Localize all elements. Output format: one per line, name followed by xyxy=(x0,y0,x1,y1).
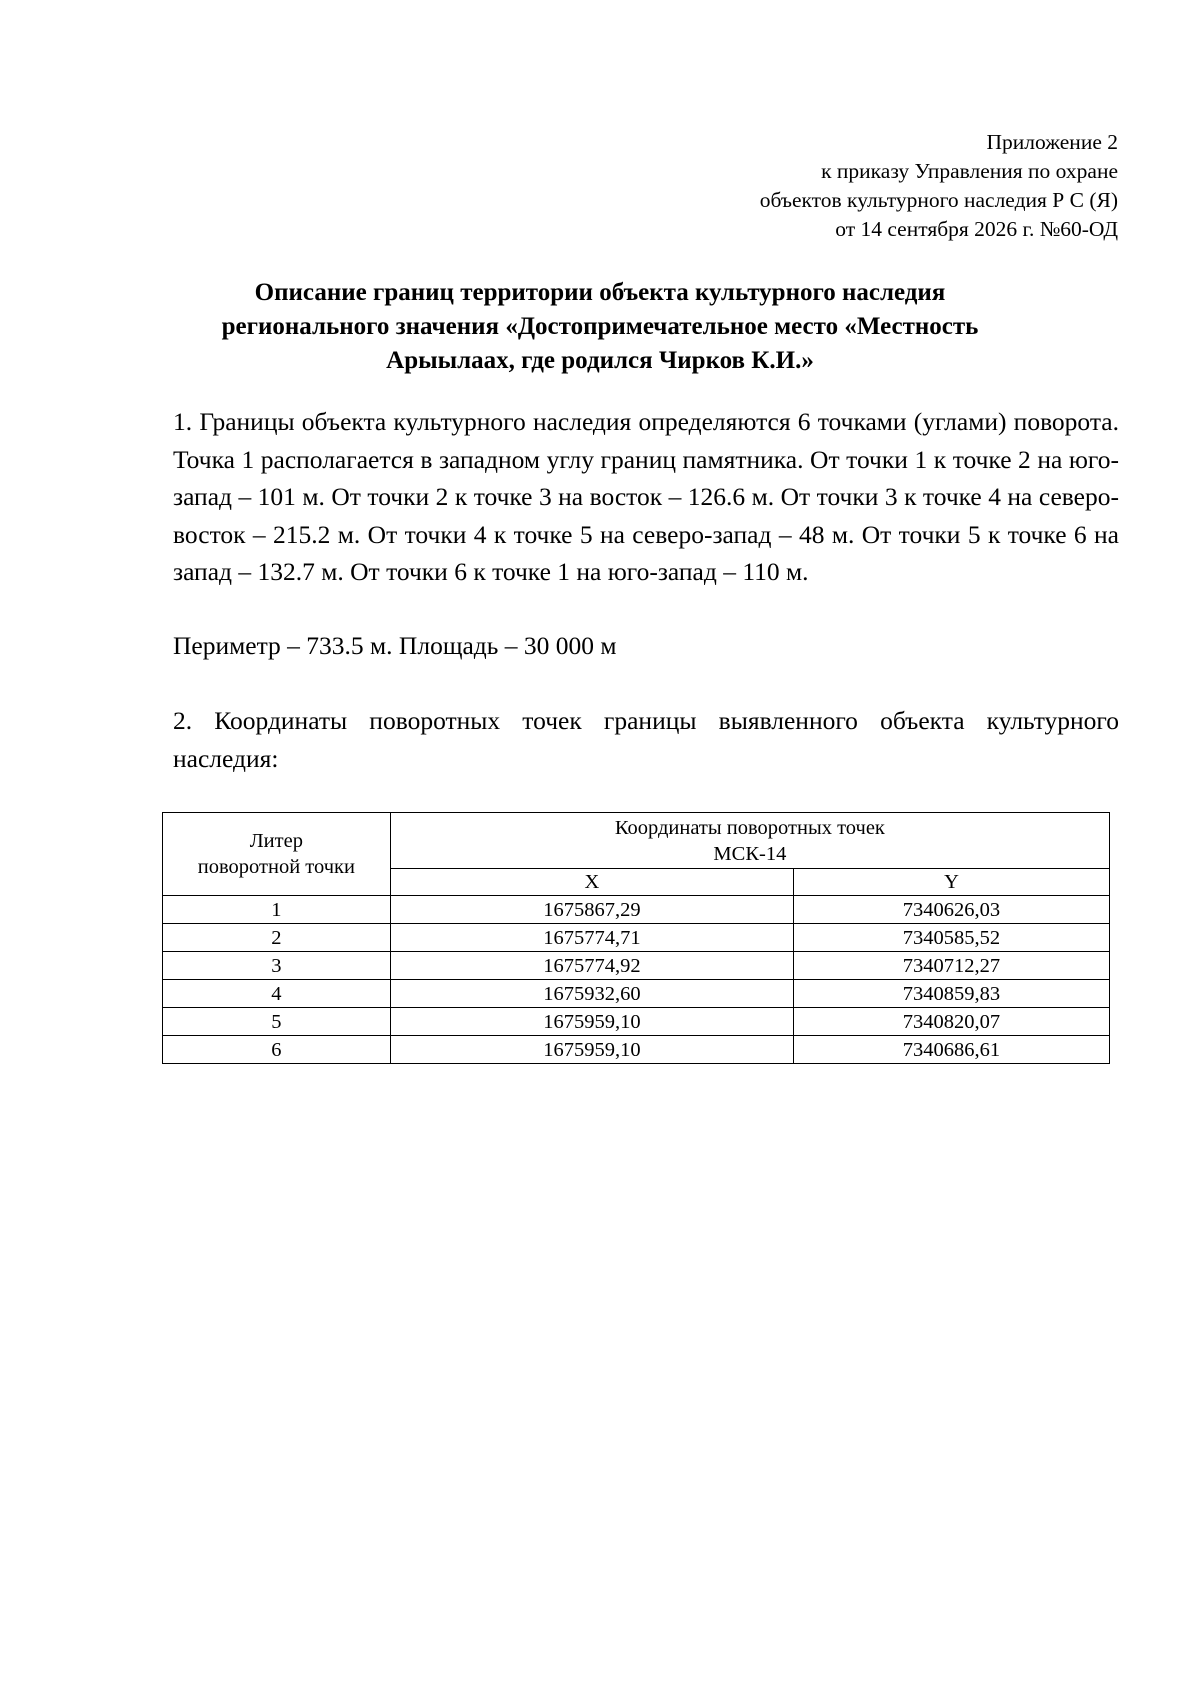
point-cell: 1 xyxy=(163,896,391,924)
y-cell: 7340712,27 xyxy=(793,952,1109,980)
x-cell: 1675774,71 xyxy=(390,924,793,952)
perimeter-area-line: Периметр – 733.5 м. Площадь – 30 000 м xyxy=(173,631,617,660)
x-cell: 1675867,29 xyxy=(390,896,793,924)
header-point-line-1: Литер xyxy=(249,830,303,852)
annex-header xyxy=(760,128,1118,244)
annex-line-3: объектов культурного наследия Р С (Я) xyxy=(759,188,1118,212)
table-row xyxy=(163,1036,1110,1064)
point-cell: 5 xyxy=(163,1008,391,1036)
header-coords-cell xyxy=(390,813,1109,869)
annex-line-2: к приказу Управления по охране xyxy=(821,159,1118,183)
y-cell: 7340859,83 xyxy=(793,980,1109,1008)
table-row xyxy=(163,952,1110,980)
annex-line-1: Приложение 2 xyxy=(986,130,1118,154)
title-line-1: Описание границ территории объекта культурного наследия xyxy=(254,279,946,306)
header-point-line-2: поворотной точки xyxy=(197,856,355,878)
table-header-row xyxy=(163,813,1110,869)
boundary-description-paragraph: 1. Границы объекта культурного наследия определяются 6 точками (углами) поворота. Точка 1 располагается в западном углу границ памятника. От точки 1 к точке 2 на юго-запад – 101 м. От точки 2 к точке 3 на восток – 126.6 м. От точки 3 к точке 4 на северо-восток – 215.2 м. От точки 4 к точке 5 на северо-запад – 48 м. От точки 5 к точке 6 на запад – 132.7 м. От точки 6 к точке 1 на юго-запад – 110 м. xyxy=(173,407,1119,586)
point-cell: 2 xyxy=(163,924,391,952)
annex-line-4: от 14 сентября 2026 г. №60-ОД xyxy=(835,217,1118,241)
x-cell: 1675959,10 xyxy=(390,1008,793,1036)
x-cell: 1675932,60 xyxy=(390,980,793,1008)
table-row xyxy=(163,924,1110,952)
point-cell: 6 xyxy=(163,1036,391,1064)
y-cell: 7340686,61 xyxy=(793,1036,1109,1064)
table-row xyxy=(163,980,1110,1008)
header-coords-line-2: МСК-14 xyxy=(713,842,787,865)
header-coords-line-1: Координаты поворотных точек xyxy=(614,816,885,839)
point-cell: 3 xyxy=(163,952,391,980)
x-cell: 1675959,10 xyxy=(390,1036,793,1064)
y-cell: 7340626,03 xyxy=(793,896,1109,924)
coordinates-intro-paragraph: 2. Координаты поворотных точек границы выявленного объекта культурного наследия: xyxy=(173,706,1119,773)
y-cell: 7340820,07 xyxy=(793,1008,1109,1036)
table-row xyxy=(163,896,1110,924)
header-point-cell xyxy=(163,813,391,896)
x-cell: 1675774,92 xyxy=(390,952,793,980)
document-title xyxy=(170,276,1030,378)
table-row xyxy=(163,1008,1110,1036)
title-line-2: регионального значения «Достопримечательное место «Местность xyxy=(221,313,979,340)
y-cell: 7340585,52 xyxy=(793,924,1109,952)
header-x-cell: X xyxy=(390,869,793,896)
coordinates-table xyxy=(162,812,1110,1064)
title-line-3: Арыылаах, где родился Чирков К.И.» xyxy=(386,347,814,374)
point-cell: 4 xyxy=(163,980,391,1008)
header-y-cell: Y xyxy=(793,869,1109,896)
